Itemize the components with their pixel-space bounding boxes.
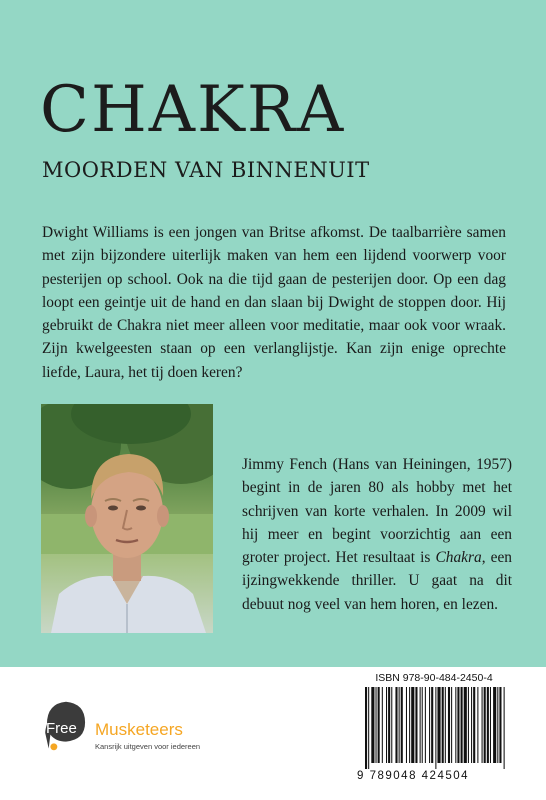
- publisher-tagline: Kansrijk uitgeven voor iedereen: [95, 742, 201, 751]
- book-title: CHAKRA: [40, 73, 346, 147]
- author-bio-book-title: Chakra: [435, 549, 482, 567]
- barcode-bar: [457, 687, 459, 763]
- barcode-bar: [471, 687, 472, 763]
- barcode-bar: [464, 687, 467, 763]
- barcode-bar: [409, 687, 410, 763]
- barcode-bar: [368, 687, 369, 769]
- barcode-bar: [445, 687, 446, 763]
- barcode-bar: [455, 687, 456, 763]
- barcode-bar: [401, 687, 403, 763]
- barcode-bar: [497, 687, 498, 763]
- barcode-bar: [382, 687, 383, 763]
- barcode-bar: [371, 687, 374, 763]
- author-portrait-illustration: [41, 404, 213, 633]
- publisher-name-free: Free: [46, 720, 77, 737]
- barcode-bar: [420, 687, 421, 763]
- barcode-bar: [422, 687, 423, 763]
- barcode-bar: [388, 687, 390, 763]
- author-bio-text-end: , een ijzingwekkende thriller. U gaat na dit debuut nog veel van hem horen, en lezen.: [242, 549, 513, 613]
- barcode-bar: [482, 687, 483, 763]
- barcode-bar: [499, 687, 501, 763]
- barcode-bar: [391, 687, 392, 763]
- book-subtitle: MOORDEN VAN BINNENUIT: [42, 158, 370, 182]
- author-bio-text: Jimmy Fench (Hans van Heiningen, 1957) begint in de jaren 80 als hobby met het schrijven van korte verhalen. In 2009 wil hij meer en begint voorzichtig aan een groter project. Het resultaat is: [242, 456, 512, 567]
- barcode-bar: [435, 687, 436, 769]
- barcode-bar: [473, 687, 475, 763]
- barcode-bar: [451, 687, 452, 763]
- barcode-bar: [448, 687, 450, 763]
- barcode-bar: [487, 687, 489, 763]
- barcode-bar: [431, 687, 433, 763]
- barcode-bar: [437, 687, 440, 763]
- barcode-bar: [490, 687, 491, 763]
- book-blurb: Dwight Williams is een jongen van Britse afkomst. De taalbarrière samen met zijn bijzondere uiterlijk maken van hem een lijdend voorwerp voor pesterijen op school. Ook na die tijd gaan de pesterijen door. Op een dag loopt een geintje uit de hand en dan slaan bij Dwight de stoppen door. Hij gebruikt de Chakra niet meer alleen voor meditatie, maar ook voor wraak. Zijn kwelgeesten staan op een verlanglijstje. Kan zijn enige oprechte liefde, Laura, het tij doen keren?: [42, 224, 506, 381]
- barcode-bar: [484, 687, 486, 763]
- publisher-name-musketeers: Musketeers: [95, 720, 183, 739]
- barcode-bar: [442, 687, 444, 763]
- barcode-bar: [376, 687, 377, 763]
- barcode-bar: [411, 687, 414, 763]
- barcode-bar: [365, 687, 367, 769]
- barcode-bar: [378, 687, 380, 763]
- barcode-bar: [477, 687, 478, 763]
- barcode-bar: [504, 687, 505, 769]
- barcode-bar: [461, 687, 463, 763]
- barcode-bar: [429, 687, 430, 763]
- barcode-bar: [395, 687, 397, 763]
- barcode-bar: [493, 687, 496, 763]
- isbn-barcode-block: [357, 672, 511, 788]
- barcode-bar: [415, 687, 417, 763]
- isbn-label: ISBN 978-90-484-2450-4: [375, 672, 493, 684]
- barcode-bar: [399, 687, 400, 763]
- barcode-bar: [425, 687, 426, 763]
- barcode-bar: [468, 687, 469, 763]
- author-photo: [41, 404, 213, 633]
- barcode-bar: [386, 687, 387, 763]
- author-bio: [242, 453, 512, 616]
- barcode-digits: 9 789048 424504: [357, 770, 470, 782]
- barcode-bar: [406, 687, 407, 763]
- publisher-logo: [40, 700, 200, 760]
- barcode: [359, 687, 509, 769]
